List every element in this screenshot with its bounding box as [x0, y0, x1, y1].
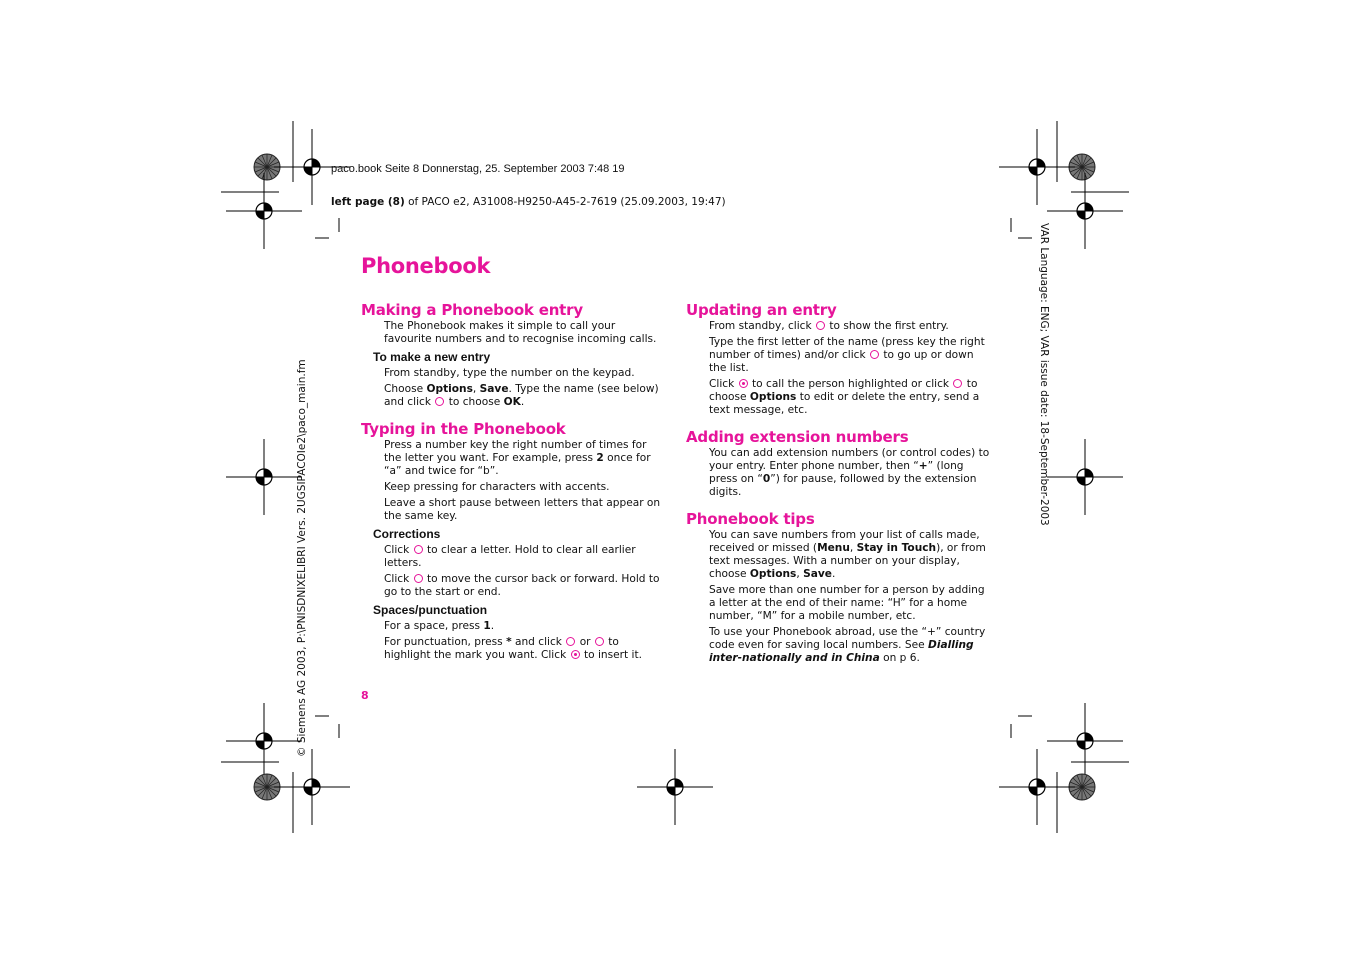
- spaces-p2: For punctuation, press * and click or to highlight the mark you want. Click to insert it.: [384, 636, 642, 661]
- tips-p3: To use your Phonebook abroad, use the “+” country code even for saving local numbers. See Dialling inter-nationally and in China on p 6.: [709, 626, 986, 664]
- typing-p3: Leave a short pause between letters that appear on the same key.: [384, 497, 661, 522]
- clear-key-icon: [414, 545, 423, 554]
- subheading-corrections: Corrections: [373, 527, 441, 541]
- heading-extension: Adding extension numbers: [686, 428, 909, 446]
- heading-tips: Phonebook tips: [686, 510, 815, 528]
- updating-p1: From standby, click to show the first entry.: [709, 320, 949, 332]
- section-updating: [686, 300, 991, 417]
- extension-p1: You can add extension numbers (or control codes) to your entry. Enter phone number, then “+” (long press on “0”) for pause, followed by the extension digits.: [709, 447, 990, 498]
- section-extension: [686, 427, 991, 499]
- tips-p2: Save more than one number for a person by adding a letter at the end of their name: “H” for a home number, “M” for a mobile number, etc.: [709, 584, 985, 622]
- call-key-icon: [739, 379, 748, 388]
- select-key-icon: [571, 650, 580, 659]
- cross-reference-link: Dialling inter-nationally and in China: [709, 639, 974, 664]
- updating-p3: Click to call the person highlighted or click to choose Options to edit or delete the entry, send a text message, etc.: [709, 378, 980, 416]
- right-softkey-icon: [953, 379, 962, 388]
- navigation-key-icon: [566, 637, 575, 646]
- typing-p2: Keep pressing for characters with accents.: [384, 481, 610, 493]
- section-typing: [361, 419, 666, 662]
- navigation-key-icon: [870, 350, 879, 359]
- corrections-p2: Click to move the cursor back or forward. Hold to go to the start or end.: [384, 573, 660, 598]
- section-tips: [686, 509, 991, 665]
- section-making-entry: [361, 300, 666, 409]
- page-reference: [331, 196, 726, 208]
- navigation-key-icon: [414, 574, 423, 583]
- right-column: [686, 300, 991, 675]
- corrections-p1: Click to clear a letter. Hold to clear all earlier letters.: [384, 544, 636, 569]
- subheading-new-entry: To make a new entry: [373, 350, 491, 364]
- updating-p2: Type the first letter of the name (press key the right number of times) and/or click to go up or down the list.: [709, 336, 985, 374]
- making-step-1: From standby, type the number on the keypad.: [384, 367, 635, 379]
- typing-p1: Press a number key the right number of times for the letter you want. For example, press 2 once for “a” and twice for “b”.: [384, 439, 651, 477]
- right-softkey-icon: [435, 397, 444, 406]
- making-step-2: Choose Options, Save. Type the name (see below) and click to choose OK.: [384, 383, 659, 408]
- page-reference-rest: of PACO e2, A31008-H9250-A45-2-7619 (25.09.2003, 19:47): [404, 196, 726, 208]
- heading-making-entry: Making a Phonebook entry: [361, 301, 583, 319]
- navigation-key-icon: [816, 321, 825, 330]
- page-reference-bold: left page (8): [331, 196, 405, 208]
- making-intro: The Phonebook makes it simple to call your favourite numbers and to recognise incoming calls.: [384, 320, 657, 345]
- issue-info: VAR Language: ENG; VAR issue date: 18-September-2003: [1038, 223, 1050, 526]
- subheading-spaces: Spaces/punctuation: [373, 603, 488, 617]
- left-column: [361, 300, 666, 670]
- page-number: 8: [361, 689, 369, 702]
- file-info-line: paco.book Seite 8 Donnerstag, 25. September 2003 7:48 19: [331, 163, 625, 175]
- tips-p1: You can save numbers from your list of calls made, received or missed (Menu, Stay in Touch), or from text messages. With a number on your display, choose Options, Save.: [709, 529, 986, 580]
- heading-updating: Updating an entry: [686, 301, 837, 319]
- heading-typing: Typing in the Phonebook: [361, 420, 566, 438]
- spaces-p1: For a space, press 1.: [384, 620, 495, 632]
- navigation-key-icon: [595, 637, 604, 646]
- copyright-path: © Siemens AG 2003, P:\PNISDNIXELIBRI Vers. 2UGSIPACOIe2\paco_main.fm: [296, 359, 308, 757]
- page-title: Phonebook: [361, 254, 491, 278]
